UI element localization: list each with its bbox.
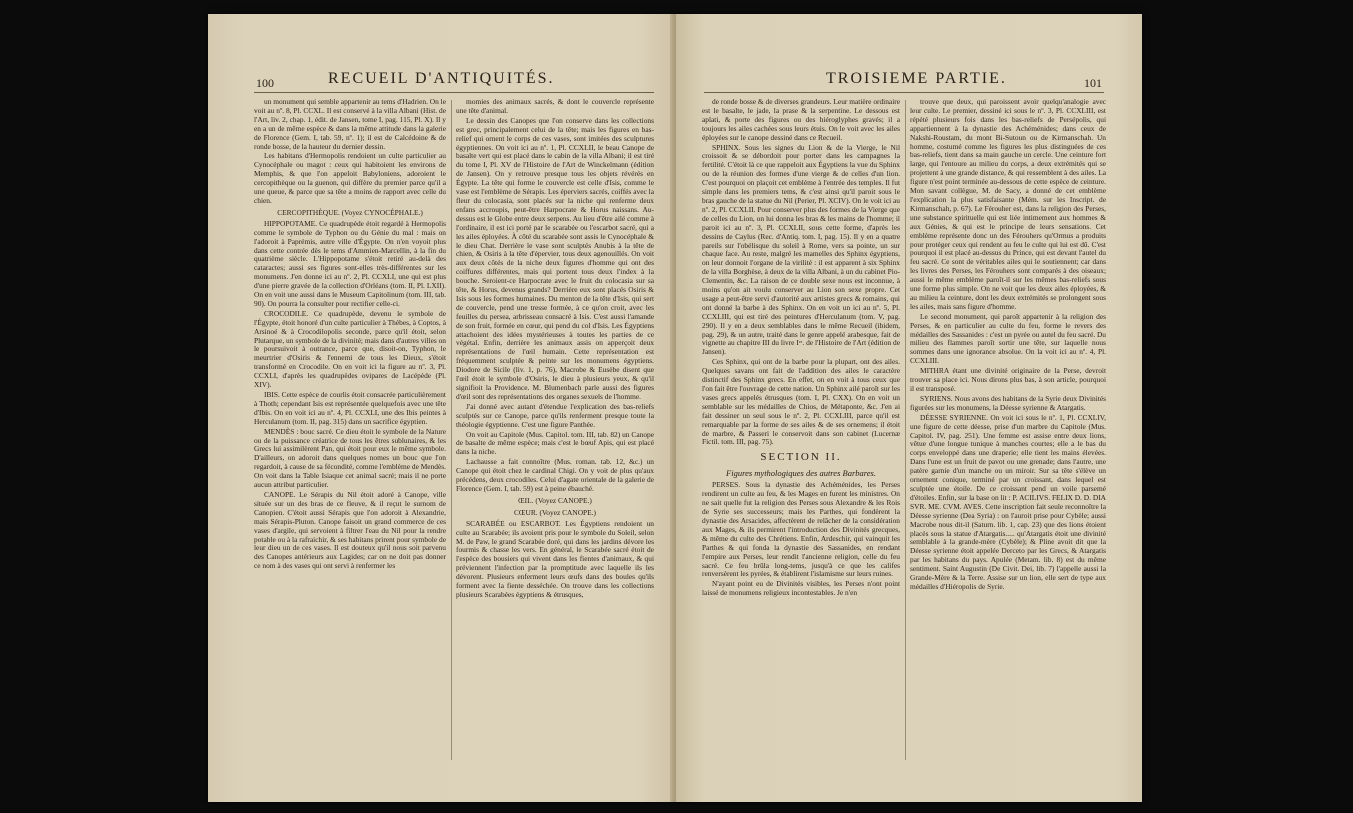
paragraph: trouve que deux, qui paroissent avoir quelqu'analogie avec leur culte. Le premier, dessiné ici sous le nº. 3, Pl. CCXLIII, est répété plusieurs fois dans les bas-reliefs de Persépolis, qui appartiennent à la dynastie des Achéménides; dans ceux de Nakshi-Roustam, du mont Bi-Sutoun ou de Kirmanschah. Un homme, costumé comme les figures les plus distinguées de ces bas-reliefs, tient dans sa main gauche un cercle. Une ceinture fort large, qui l'entoure au milieu du corps, a deux extrémités qui se projettent à une grande distance, & qui ressemblent à des ailes. La figure n'est point terminée au-dessous de cette espèce de ceinture. Mon savant collègue, M. de Sacy, a donné de cet emblème l'explication la plus satisfaisante (Mém. sur les Inscript. de Kirmanschah, p. 67). Le Férouher est, dans la religion des Perses, une substance spirituelle qui est liée intimement aux hommes & aux Génies, & qui est le principe de leurs sensations. Cet emblème représente donc un des Férouhers qu'Ormus a produits pour protéger ceux qui rendent au feu le culte qui lui est dû. C'est pourquoi il est placé au-dessus du Prince, qui est devant l'autel du feu sacré. Ce sont de véritables ailes qui le soutiennent; car dans les livres des Perses, les Férouhers sont comparés à des oiseaux; aussi le même emblème paroît-il sur les mêmes bas-reliefs sous une forme plus simple. On ne voit que les deux ailes éployées, & au milieu la ceinture, dont les deux extrémités se prolongent sous les ailes, mais sans figure d'homme. xyxy=(910,98,1106,311)
left-column-1 xyxy=(254,98,446,778)
cross-reference: CERCOPITHÈQUE. (Voyez CYNOCÉPHALE.) xyxy=(277,207,423,217)
paragraph: MITHRA étant une divinité originaire de la Perse, devroit trouver sa place ici. Nous dirons plus bas, à son article, pourquoi il est transposé. xyxy=(910,366,1106,393)
book-spread xyxy=(208,14,1142,802)
paragraph: de ronde bosse & de diverses grandeurs. Leur matière ordinaire est le basalte, le jade, la prase & la serpentine. Le dessous est aplati, & porte des figures ou des hiéroglyphes gravés; il a toujours les ailes cachées sous leurs étuis. On le voit avec les ailes éployées sur le canope dessiné dans ce Recueil. xyxy=(702,98,900,142)
column-divider xyxy=(905,100,906,760)
paragraph: Lachausse a fait connoître (Mus. roman. tab. 12, &c.) un Canope qui étoit chez le cardinal Chigi. On y voit de plus qu'aux précédens, deux crocodiles. Celui d'agate orientale de la galerie de Florence (Gem. I, tab. 59) est à peine ébauché. xyxy=(456,457,654,493)
page-number: 101 xyxy=(1084,76,1102,90)
paragraph: Le dessin des Canopes que l'on conserve dans les collections est grec, principalement celui de la tête; mais les figures en bas-relief qui ornent le corps de ces vases, sont imitées des sculptures égyptiennes. On voit ici au nº. 1, Pl. CCXLII, le beau Canope de basalte vert qui est placé dans le cabin de la villa Albani; il est tiré du tome I, Pl. XV de l'Histoire de l'Art de Winckelmann (édition de Jansen). On y retrouve presque tous les objets révérés en Égypte. La tête qui forme le couvercle est celle d'Isis, comme le vase est l'emblème de Sérapis. Les éperviers sacrés, coiffés avec la fleur du colocasia, sont placés sur la niche qui renferme deux enfans accroupis, peut-être Harpocrate & Horus naissans. Au-dessus est le Globe entre deux serpens. Au lieu d'être ailé comme à l'ordinaire, il est ici porté par le scarabée ou l'escarbot sacré, qui a les ailes éployées. À côté du scarabée sont assis le Cynocéphale & le dieu Chat. Derrière le vase sont sculptés Anubis à la tête de chien, & Osiris à la tête d'épervier, tous deux agenouillés. On voit aux deux côtés de la niche deux figures d'homme qui ont des coiffures différentes, mais qui portent tous deux l'index à la bouche. Seroient-ce Harpocrate avec le fruit du colocasia sur sa tête, & Horus, devenus grands? Derrière eux sont placés Osiris & Isis sous les formes humaines. Du menton de la tête d'Isis, qui sert de couvercle, pend une tresse formée, à ce qu'on croit, avec les feuilles du persea, arbrisseau consacré à Isis. C'est aussi l'amande de son fruit, formée en cœur, qui pend du col d'Isis. Les Égyptiens attachoient des idées mystérieuses à toutes les parties de ce végétal. Enfin, derrière les animaux assis on apperçoit deux représentations de l'œil humain. Cette représentation est fréquemment sculptée & peinte sur les monumens égyptiens. Diodore de Sicile (liv. 1, p. 76), Macrobe & Eusèbe disent que l'œil étoit le symbole d'Osiris, le dieu à plusieurs yeux, & qu'il signifioit la Providence. M. Blumenbach parle aussi des figures d'œil sont des représentations des organes sexuels de l'homme. xyxy=(456,115,654,401)
right-column-1 xyxy=(702,98,900,778)
running-title: TROISIEME PARTIE. xyxy=(826,70,1007,87)
paragraph: N'ayant point eu de Divinités visibles, les Perses n'ont point laissé de monumens religieux incontestables. Je n'en xyxy=(702,579,900,598)
paragraph: DÉESSE SYRIENNE. On voit ici sous le nº. 1, Pl. CCXLIV, une figure de cette déesse, prise d'un marbre du Capitole (Mus. Capitol. IV, pag. 251). Une femme est assise entre deux lions, vêtue d'une longue tunique à manches courtes; elle a le bas du corps enveloppé dans une draperie; elle tient les mains élevées. Dans l'une est un fruit de pavot ou une grenade; dans l'autre, une patère garnie d'un manche ou un miroir. Sur sa tête s'élève un ornement conique, terminé par un croissant, dans lequel est sculptée une étoile. De ce croissant pend un voile parsemé d'étoiles. Enfin, sur la base on lit : P. ACILIVS. FELIX D. D. DIA SVR. ME. CVM. AVES. Cette inscription fait seule reconnoître la Déesse syrienne (Dea Syria) : on l'auroit prise pour Cybèle; aussi Macrobe nous dit-il (Saturn. lib. 1, cap. 23) que des lions étoient placés sous la statue d'Atargatis..... qu'Atargatis étoit une divinité semblable à la grande-mère (Cybèle); & Pline avoit dit que la Déesse syrienne étoit appelée Derceto par les Grecs, & Atargatis par les habitans du pays. Apulée (Metam. lib. 8) est du même sentiment. Saint Augustin (De Civit. Dei, lib. 7) l'appelle aussi la Grande-Mère & la Terre. Assise sur un lion, elle sert de type aux médailles d'Hiéropolis de Syrie. xyxy=(910,412,1106,591)
paragraph: IBIS. Cette espèce de courlis étoit consacrée particulièrement à Thoth; cependant Isis est représentée quelquefois avec une tête d'Ibis. On en voit ici au nº. 4, Pl. CCXLI, une des Ibis peintes à Herculanum (tom. II, pag. 315) dans un sacrifice égyptien. xyxy=(254,390,446,426)
paragraph: CANOPE. Le Sérapis du Nil étoit adoré à Canope, ville située sur un des bras de ce fleuve, & il reçut le surnom de Canopien. C'étoit aussi Sérapis que l'on adoroit à Alexandrie, mais Sérapis-Pluton. Canope faisoit un grand commerce de ces vases d'argile, qui servoient à filtrer l'eau du Nil pour la rendre potable ou à la rafraichir, & ses habitans prirent pour symbole de leur dieu un de ces vases. Il est douteux qu'il nous soit parvenu des Canopes antérieurs aux Lagides; car on ne doit pas donner ce nom à des vases qui ont servi à renfermer les xyxy=(254,489,446,571)
left-column-2 xyxy=(456,98,654,778)
paragraph: momies des animaux sacrés, & dont le couvercle représente une tête d'animal. xyxy=(456,98,654,115)
paragraph: CROCODILE. Ce quadrupède, devenu le symbole de l'Égypte, étoit honoré d'un culte particulier à Thèbes, à Coptos, à Arsinoé & à Crocodilopolis seconde, parce qu'il étoit, selon Plutarque, un symbole de la divinité; mais dans d'autres villes on le poursuivoit à outrance, parce que, disoit-on, Typhon, le meurtrier d'Osiris & l'ennemi de tous les Dieux, s'étoit transformé en Crocodile. On en voit ici la figure au nº. 3, Pl. CCXLI, d'après les quadrupèdes ovipares de Lacépède (Pl. XIV). xyxy=(254,308,446,390)
header-rule xyxy=(254,92,654,93)
paragraph: SYRIENS. Nous avons des habitans de la Syrie deux Divinités figurées sur les monumens, la Déesse syrienne & Atargatis. xyxy=(910,393,1106,412)
paragraph: MENDÈS : bouc sacré. Ce dieu étoit le symbole de la Nature ou de la puissance créatrice de tous les êtres sublunaires, & les Grecs lui assimilèrent Pan, qui étoit pour eux le même symbole. D'ailleurs, on adoroit dans quelques nomes un bouc que l'on regardoit, à cause de sa fécondité, comme l'emblème de Mendès. On voit dans la Table Isiaque cet animal sacré; mais il ne porte aucun attribut particulier. xyxy=(254,426,446,490)
header-rule xyxy=(704,92,1104,93)
paragraph: HIPPOPOTAME. Ce quadrupède étoit regardé à Hermopolis comme le symbole de Typhon ou du Génie du mal : mais on l'adoroit à Paprémis, autre ville d'Égypte. On n'en voyoit plus dans cette contrée dès le tems d'Ammien-Marcellin, à la fin du quatrième siècle. L'Hippopotame s'étoit retiré au-delà des cataractes; aussi ses figures sont-elles très-différentes sur les monumens. J'en donne ici au nº. 2, Pl. CCXLI, une qui est plus d'une pierre gravée de la collection d'Orléans (tom. II, Pl. LXII). On en voit une aussi dans le Museum Capitolinum (tom. III, tab. 90). On pourra la consulter pour rectifier celle-ci. xyxy=(254,218,446,308)
page-number: 100 xyxy=(256,76,274,90)
column-divider xyxy=(451,100,452,760)
cross-reference: ŒIL. (Voyez CANOPE.) xyxy=(518,495,592,505)
cross-reference: CŒUR. (Voyez CANOPE.) xyxy=(514,507,596,517)
running-title: RECUEIL D'ANTIQUITÉS. xyxy=(328,70,555,87)
paragraph: Le second monument, qui paroît appartenir à la religion des Perses, & en particulier au culte du feu, forme le revers des médailles des Sassanides : c'est un pyrée ou autel du feu sacré. Du milieu des flammes paroît sortir une tête, sur laquelle nous sommes dans une ignorance absolue. On la voit ici au nº. 4, Pl. CCXLIII. xyxy=(910,311,1106,366)
left-page xyxy=(208,14,674,802)
paragraph: J'ai donné avec autant d'étendue l'explication des bas-reliefs sculptés sur ce Canope, parce qu'ils renferment presque toute la théologie égyptienne. C'est une figure Panthée. xyxy=(456,401,654,429)
section-subtitle: Figures mythologiques des autres Barbares. xyxy=(726,468,876,479)
paragraph: Ces Sphinx, qui ont de la barbe pour la plupart, ont des ailes. Quelques savans ont fait de l'addition des ailes le caractère distinctif des Sphinx grecs. En effet, on en voit à tous ceux que l'on fait être l'ouvrage de cette nation. Un Sphinx ailé paroît sur les vases grecs appelés étrusques (tom. I, Pl. CXX). On en voit un semblable sur les médailles de Chios, de Métaponte, &c. J'en ai fait dessiner un seul sous le nº. 2, Pl. CCXLIII, parce qu'il est remarquable par la forme de ses ailes & de ses ornemens; il étoit de marbre, & Passeri le conservoit dans son cabinet (Lucernæ Fictil. tom. III, pag. 75). xyxy=(702,357,900,447)
right-column-2 xyxy=(910,98,1106,778)
paragraph: On voit au Capitole (Mus. Capitol. tom. III, tab. 82) un Canope de basalte de même espèce; mais c'est le bœuf Apis, qui est placé dans la niche. xyxy=(456,429,654,457)
paragraph: PERSES. Sous la dynastie des Achéménides, les Perses rendirent un culte au feu, & les Mages en furent les ministres. On ne sait quelle fut la religion des Perses sous Alexandre & les Rois de Syrie ses successeurs; mais les Parthes, qui fondèrent la dynastie des Arsacides, affectèrent de relâcher de la considération aux Mages, & ils permirent l'introduction des Divinités grecques, & même du culte des Chrétiens. Enfin, Ardeschir, qui vainquit les Parthes & qui fonda la dynastie des Sassanides, en rendant l'empire aux Perses, leur rendit l'ancienne religion, celle du feu sacré. Ce feu brûla long-tems, jusqu'à ce que les califes renversèrent les pyrées, & établirent l'islamisme sur leurs ruines. xyxy=(702,480,900,579)
paragraph: un monument qui semble appartenir au tems d'Hadrien. On le voit au nº. 8, Pl. CCXL. Il est conservé à la villa Albani (Hist. de l'Art, liv. 2, chap. 1, édit. de Jansen, tome I, pag. 115, Pl. X). Il y en a un de même espèce & dans la même attitude dans la galerie de Florence (Gem. I, tab. 59, nº. 1); il est de Calcédoine & de ronde bosse, de la hauteur du dernier dessin. xyxy=(254,98,446,151)
right-page xyxy=(676,14,1142,802)
section-heading: SECTION II. xyxy=(760,451,842,464)
paragraph: SCARABÉE ou ESCARBOT. Les Égyptiens rendoient un culte au Scarabée; ils avoient pris pour le symbole du Soleil, selon M. de Paw, le grand Scarabée doré, qui dans les jardins dévore les fourmis & chasse les vers. En général, le Scarabée sacré étoit de l'espèce des bousiers qui vivent dans les fientes d'animaux, & qui préviennent l'infection par la promptitude avec laquelle ils les dévorent. Plusieurs enferment leurs œufs dans des boules qu'ils forment avec la fiente desséchée. On trouve dans les collections plusieurs Scarabées égyptiens & étrusques, xyxy=(456,518,654,599)
paragraph: SPHINX. Sous les signes du Lion & de la Vierge, le Nil croissoit & se débordoit pour porter dans les campagnes la fertilité. C'étoit là ce que rappeloit aux Égyptiens la vue du Sphinx ou de la réunion des formes d'une vierge & de celles d'un lion. C'est pourquoi on plaçoit cet emblème à l'entrée des temples. Il fut simple dans les premiers tems, & c'est ainsi qu'il paroit sous le bras gauche de la statue du Nil (Perier, Pl. XCIV). On le voit ici au nº. 2, Pl. CCXLII. Pour conserver plus des formes de la Vierge que de celles du Lion, on lui donna les bras & les mains de l'homme; il paroit ici au nº. 3, Pl. CCXLII, sous cette forme, d'après les dessins de Caylus (Rec. d'Antiq. tom. I, pag. 15). Il y en a quatre pareils sur l'obélisque du soleil à Rome, vers sa pointe, un sur chaque face. Au reste, malgré les mamelles des Sphinx égyptiens, on leur donnoit l'organe de la virilité : il est apparent à six Sphinx de la villa Borghèse, à deux de la villa Albani, à un du cabinet Pio-Clementin, &c. La raison de ce double sexe nous est inconnue, à moins qu'on ait voulu conserver au Lion son sexe propre. Cet usage a peut-être servi d'autorité aux artistes grecs & romains, qui ont donné la barbe à des Sphinx. On en voit un ici au nº. 5, Pl. CCXLIII, qui est tiré des peintures d'Herculanum (tom. V, pag. 290). Il y en a deux semblables dans le même Recueil (ibidem, pag. 29), & un autre, traité dans le genre appelé arabesque, fait de vignette au chapitre III du livre Iᵉʳ. de l'Histoire de l'Art (édition de Jansen). xyxy=(702,142,900,357)
paragraph: Les habitans d'Hermopolis rendoient un culte particulier au Cynocéphale ou magot : ceux qui habitoient les environs de Memphis, & que l'on appeloit Babyloniens, adoroient le cercopithèque ou la guenon, qui diffère du premier parce qu'il a une queue, & parce que sa tête a moins de rapport avec celle du chien. xyxy=(254,151,446,205)
